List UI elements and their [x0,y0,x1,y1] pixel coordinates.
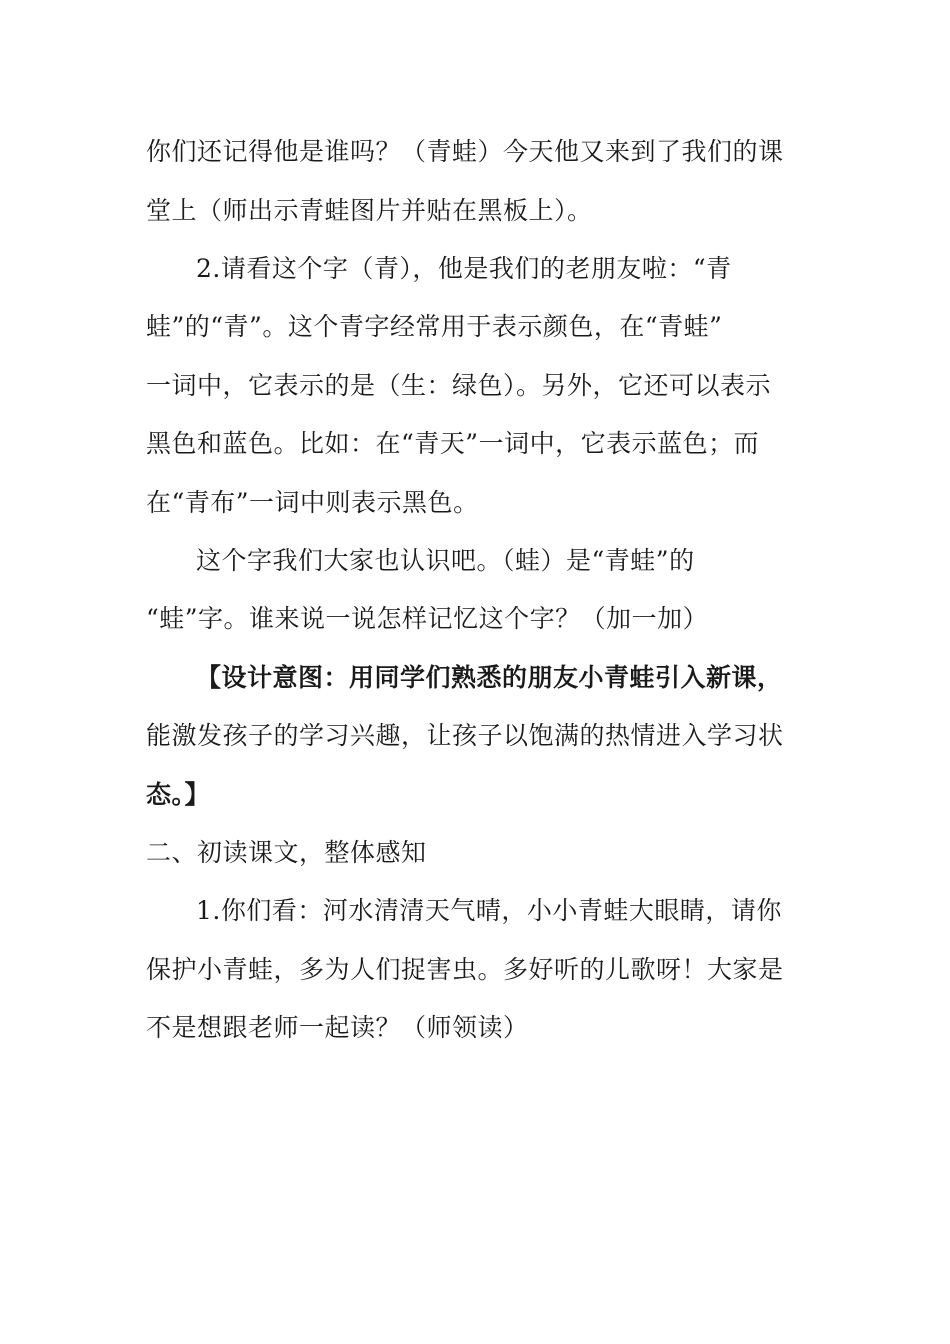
text-line-4: 蛙”的“青”。这个青字经常用于表示颜色，在“青蛙” [146,312,723,341]
text-line-9: “蛙”字。谁来说一说怎样记忆这个字？（加一加） [146,604,709,633]
text-line-7: 在“青布”一词中则表示黑色。 [146,488,479,517]
text-line-1: 你们还记得他是谁吗？（青蛙）今天他又来到了我们的课 [146,137,784,166]
text-line-3: 2.请看这个字（青），他是我们的老朋友啦：“青 [196,254,732,283]
text-line-8: 这个字我们大家也认识吧。（蛙）是“青蛙”的 [196,546,695,575]
text-line-14: 1.你们看：河水清清天气晴，小小青蛙大眼睛，请你 [196,896,782,925]
text-line-6: 黑色和蓝色。比如：在“青天”一词中，它表示蓝色；而 [146,429,760,458]
text-line-16: 不是想跟老师一起读？（师领读） [146,1013,529,1042]
text-line-5: 一词中，它表示的是（生：绿色）。另外，它还可以表示 [146,371,772,400]
design-intent-line-1: 【设计意图：用同学们熟悉的朋友小青蛙引入新课， [196,663,783,692]
text-line-2: 堂上（师出示青蛙图片并贴在黑板上）。 [146,196,593,225]
design-intent-line-2: 能激发孩子的学习兴趣，让孩子以饱满的热情进入学习状 [146,721,784,750]
design-intent-line-3: 态。】 [146,780,211,809]
text-line-15: 保护小青蛙，多为人们捉害虫。多好听的儿歌呀！大家是 [146,955,784,984]
section-heading: 二、初读课文，整体感知 [146,838,427,867]
